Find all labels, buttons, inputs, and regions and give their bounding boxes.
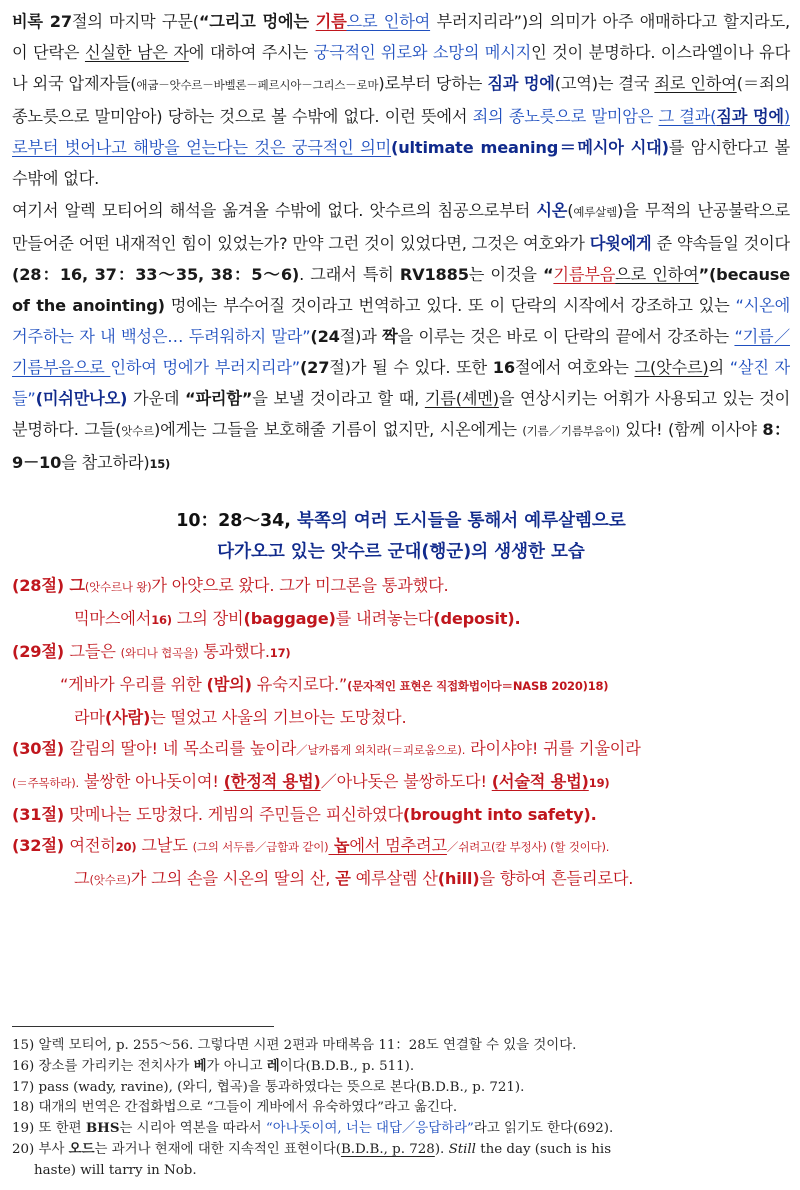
text-run: 20) (115, 840, 137, 855)
text-run: ／날카롭게 외치라(＝괴로움으로). (296, 743, 466, 758)
text-run: 15) (149, 457, 171, 472)
text-run: 곧 (335, 869, 351, 889)
text-run: 그 (634, 358, 650, 378)
text-run: 그의 장비 (171, 609, 244, 629)
text-run: 기름부음 (553, 264, 616, 284)
text-run: 18) 대개의 번역은 간접화법으로 “그들이 게바에서 유숙하였다”라고 옮긴다. (12, 1099, 458, 1115)
text-run: (＝죄의 종노릇으로 말미암아) 당하는 것으로 볼 수밖에 없다. 이런 뜻에서 (12, 74, 791, 127)
text-run: (30절) (12, 739, 70, 759)
text-run: 절의 마지막 구문( (71, 12, 199, 31)
text-run: ). (434, 1142, 449, 1158)
text-run: 18) (587, 679, 609, 694)
text-run: (hill) (437, 869, 480, 889)
text-run: (할 것이다). (546, 840, 610, 855)
translation-verses (12, 570, 790, 896)
text-run: 는 과거나 현재에 대한 지속적인 표현이다( (94, 1142, 341, 1158)
text-run: (31절) (12, 805, 70, 825)
text-run: 멍에는 부수어질 것이라고 번역하고 있다. 또 이 단락의 시작에서 강조하고 있는 (164, 295, 736, 315)
footnote (12, 1056, 790, 1077)
text-run: 가 아니고 (206, 1059, 267, 1075)
text-run: 라이샤야! 귀를 기울이라 (465, 739, 641, 759)
footnote-separator (12, 1026, 274, 1027)
text-run: 예루살렘 (573, 204, 617, 219)
document-page (12, 6, 790, 896)
text-run: 절에서 여호와는 (514, 358, 635, 378)
text-run: 다윗에게 (589, 233, 652, 253)
footnote (12, 1036, 790, 1056)
text-run: 27 (49, 12, 72, 31)
text-run: 가운데 (127, 389, 186, 409)
text-run: (＝주목하라). (12, 776, 79, 791)
text-run: 19) 또 한편 (12, 1121, 86, 1137)
text-run: ／쉬려고(칼 부정사) (446, 840, 547, 855)
text-run: 맛메나는 도망쳤다. 게빔의 주민들은 피신하였다 (69, 805, 403, 825)
text-run: 으로 인하여 (615, 264, 699, 284)
text-run: 비록 (12, 12, 50, 31)
text-run: 를 암시한다고 볼 수밖에 없다. (12, 138, 790, 189)
text-run: 준 약속들일 것이다 (651, 233, 790, 253)
text-run: (deposit). (433, 609, 521, 629)
text-run: “살진 자들” (12, 358, 790, 409)
text-run: B.D.B., p. 728 (340, 1142, 435, 1158)
text-run: (28：16, 37：33～35, 38：5～6) (12, 264, 300, 284)
footnote (12, 1118, 790, 1139)
text-run: 인하여 멍에가 부러지리라” (110, 358, 300, 378)
text-run: (baggage) (243, 609, 336, 629)
text-run: 신실한 남은 자 (84, 43, 189, 63)
text-run: (32절) (12, 836, 70, 856)
text-run: “기름／기름부음으로 (12, 326, 790, 378)
text-run: Still (448, 1142, 476, 1158)
text-run: 을 이루는 것은 바로 이 단락의 끝에서 강조하는 (397, 326, 735, 346)
text-run: )로부터 당하는 (378, 74, 488, 94)
text-run: 짐과 멍에 (716, 107, 784, 127)
verse-line (12, 863, 790, 896)
section-heading-text-1: 북쪽의 여러 도시들을 통해서 예루살렘으로 (290, 511, 626, 532)
text-run: (고역)는 결국 (554, 74, 655, 94)
text-run: the day (such is his (475, 1142, 612, 1158)
text-run: 유숙지로다.” (251, 675, 348, 695)
text-run: 을 연상시키는 어휘가 사용되고 있는 것이 분명하다. 그들( (12, 389, 791, 440)
text-run: 애굽－앗수르－바벨론－페르시아－그리스－로마 (136, 78, 379, 93)
text-run: 에 대하여 주시는 (188, 43, 314, 63)
footnotes (12, 1036, 790, 1181)
text-run: (brought into safety). (402, 805, 597, 825)
text-run: )을 무적의 난공불락으로 만들어준 어떤 내재적인 힘이 있었는가? 만약 그런 것이 있었다면, 그것은 여호와가 (12, 200, 790, 253)
text-run: 을 보낼 것이라고 할 때, (252, 389, 425, 409)
verse-line (12, 733, 790, 766)
verse-line (12, 702, 790, 733)
text-run: 에서 멈추려고 (349, 836, 447, 856)
text-run: (ultimate meaning＝메시아 시대) (391, 138, 669, 158)
verse-line (12, 799, 790, 830)
text-run: “시온에 거주하는 자 내 백성은… 두려워하지 말라” (12, 295, 791, 346)
footnote (12, 1161, 790, 1181)
text-run: 앗수르 (121, 424, 154, 439)
text-run: (밤의) (206, 675, 252, 695)
text-run: (문자적인 표현은 직접화법이다＝NASB 2020) (347, 679, 588, 694)
text-run: (서술적 용법) (491, 772, 589, 792)
text-run: 부러지리라” (430, 12, 522, 31)
text-run: 16 (492, 358, 515, 378)
text-run: 는 떨었고 사울의 기브아는 도망쳤다. (150, 708, 407, 728)
text-run: 죄로 인하여 (654, 74, 737, 94)
text-run: 갈림의 딸아! 네 목소리를 높이라 (69, 739, 297, 759)
section-heading-ref: 10：28～34, (176, 511, 291, 532)
text-run: “파리함” (185, 389, 253, 409)
text-run: (그의 서두름／급함과 같이) (192, 840, 329, 855)
text-run: 절)과 (339, 326, 383, 346)
text-run: (29절) (12, 642, 70, 662)
footnote (12, 1098, 790, 1118)
text-run: haste) will tarry in Nob. (34, 1162, 197, 1178)
text-run: (셰멘) (455, 389, 499, 409)
text-run: “게바가 우리를 위한 (60, 675, 207, 695)
text-run: 을 참고하라) (61, 453, 150, 473)
text-run: 궁극적인 위로와 소망의 메시지 (313, 43, 532, 63)
text-run: 여전히 (69, 836, 116, 856)
text-run: 인 것이 분명하다. 이스라엘이나 유다나 외국 압제자들( (12, 43, 791, 94)
text-run: (미쉬만나오) (35, 389, 128, 409)
text-run: (와디나 협곡을) (120, 646, 199, 661)
commentary-paragraph-2 (12, 195, 790, 481)
text-run: 베 (193, 1058, 207, 1075)
verse-line (12, 570, 790, 603)
text-run: 17) pass (wady, ravine), (와디, 협곡)을 통과하였다는 뜻으로 본다(B.D.B., p. 721). (12, 1079, 525, 1095)
text-run: (앗수르나 왕) (84, 580, 152, 595)
text-run: “아나돗이여, 너는 대답／응답하라” (265, 1121, 474, 1137)
text-run: 15) 알렉 모티어, p. 255～56. 그렇다면 시편 2편과 마태복음 11：28도 연결할 수 있을 것이다. (12, 1038, 577, 1053)
text-run: (앗수르) (89, 873, 131, 888)
text-run: 여기서 알렉 모티어의 해석을 옮겨올 수밖에 없다. 앗수르의 침공으로부터 (12, 200, 537, 220)
text-run: 놉 (328, 836, 350, 856)
text-run: 그들은 (69, 642, 121, 662)
text-run: 8：9－10 (12, 420, 790, 473)
text-run: 16) 장소를 가리키는 전치사가 (12, 1059, 194, 1075)
verse-line (12, 830, 790, 863)
text-run: (27 (299, 358, 330, 378)
verse-line (12, 669, 790, 702)
text-run: 이다(B.D.B., p. 511). (279, 1059, 415, 1075)
section-heading-line-1 (12, 506, 790, 537)
text-run: (28절) (12, 576, 70, 596)
verse-line (12, 766, 790, 799)
text-run: 짝 (382, 326, 398, 346)
text-run: (앗수르) (649, 358, 709, 378)
text-run: 믹마스에서 (74, 609, 152, 629)
text-run: 레 (266, 1058, 280, 1075)
text-run: 기름 (424, 389, 456, 409)
verse-line (12, 603, 790, 636)
text-run: . 그래서 특히 (299, 264, 400, 284)
text-run: 16) (151, 613, 172, 628)
text-run: 20) 부사 (12, 1142, 69, 1158)
text-run: 는 시리아 역본을 따라서 (119, 1121, 266, 1137)
text-run: )에게는 그들을 보호해줄 기름이 없지만, 시온에게는 (153, 420, 523, 440)
text-run: 예루살렘 산 (350, 869, 438, 889)
text-run: )로부터 벗어나고 해방을 얻는다는 것은 궁극적인 의미 (12, 107, 790, 158)
text-run: 오드 (68, 1141, 95, 1158)
text-run: 통과했다. (198, 642, 270, 662)
commentary-paragraph-1 (12, 6, 790, 195)
text-run: BHS (85, 1120, 120, 1137)
text-run: 짐과 멍에 (487, 74, 555, 94)
text-run: 19) (588, 776, 610, 791)
text-run: 기름 (315, 12, 347, 31)
text-run: ( (567, 200, 574, 220)
text-run: 시온 (536, 200, 568, 220)
text-run: “ (542, 264, 554, 284)
text-run: 그 (74, 869, 90, 889)
text-run: 그날도 (136, 836, 193, 856)
text-run: 죄의 종노릇으로 말미암은 (472, 107, 659, 127)
text-run: ／아나돗은 불쌍하도다! (320, 772, 492, 792)
footnote (12, 1139, 790, 1160)
text-run: “그리고 멍에는 (198, 12, 316, 31)
text-run: 불쌍한 아나돗이여! (78, 772, 224, 792)
text-run: 17) (269, 646, 291, 661)
text-run: (한정적 용법) (223, 772, 321, 792)
text-run: 그 (69, 576, 85, 596)
text-run: 를 내려놓는다 (335, 609, 434, 629)
text-run: 절)가 될 수 있다. 또한 (329, 358, 493, 378)
text-run: (24 (310, 326, 340, 346)
text-run: 의 (708, 358, 730, 378)
text-run: (사람) (104, 708, 151, 728)
text-run: 으로 인하여 (346, 12, 431, 31)
text-run: RV1885 (399, 264, 469, 284)
text-run: 가 아얏으로 왔다. 그가 미그론을 통과했다. (151, 576, 449, 596)
text-run: 가 그의 손을 시온의 딸의 산, (130, 869, 336, 889)
verse-line (12, 636, 790, 669)
section-heading-text-2: 다가오고 있는 앗수르 군대(행군)의 생생한 모습 (217, 542, 585, 563)
text-run: )의 의미가 아주 애매하다고 할지라도, 이 단락은 (12, 12, 790, 63)
text-run: 있다! (함께 이사야 (619, 420, 763, 440)
text-run: 는 이것을 (468, 264, 543, 284)
footnote (12, 1078, 790, 1098)
text-run: 그 결과( (658, 107, 717, 127)
text-run: 을 향하여 흔들리로다. (479, 869, 634, 889)
section-heading-line-2 (12, 537, 790, 568)
text-run: 라마 (74, 708, 105, 728)
text-run: (기름／기름부음이) (522, 424, 620, 439)
text-run: 라고 읽기도 한다(692). (473, 1121, 614, 1137)
text-run: ”(because of the anointing) (12, 264, 791, 315)
